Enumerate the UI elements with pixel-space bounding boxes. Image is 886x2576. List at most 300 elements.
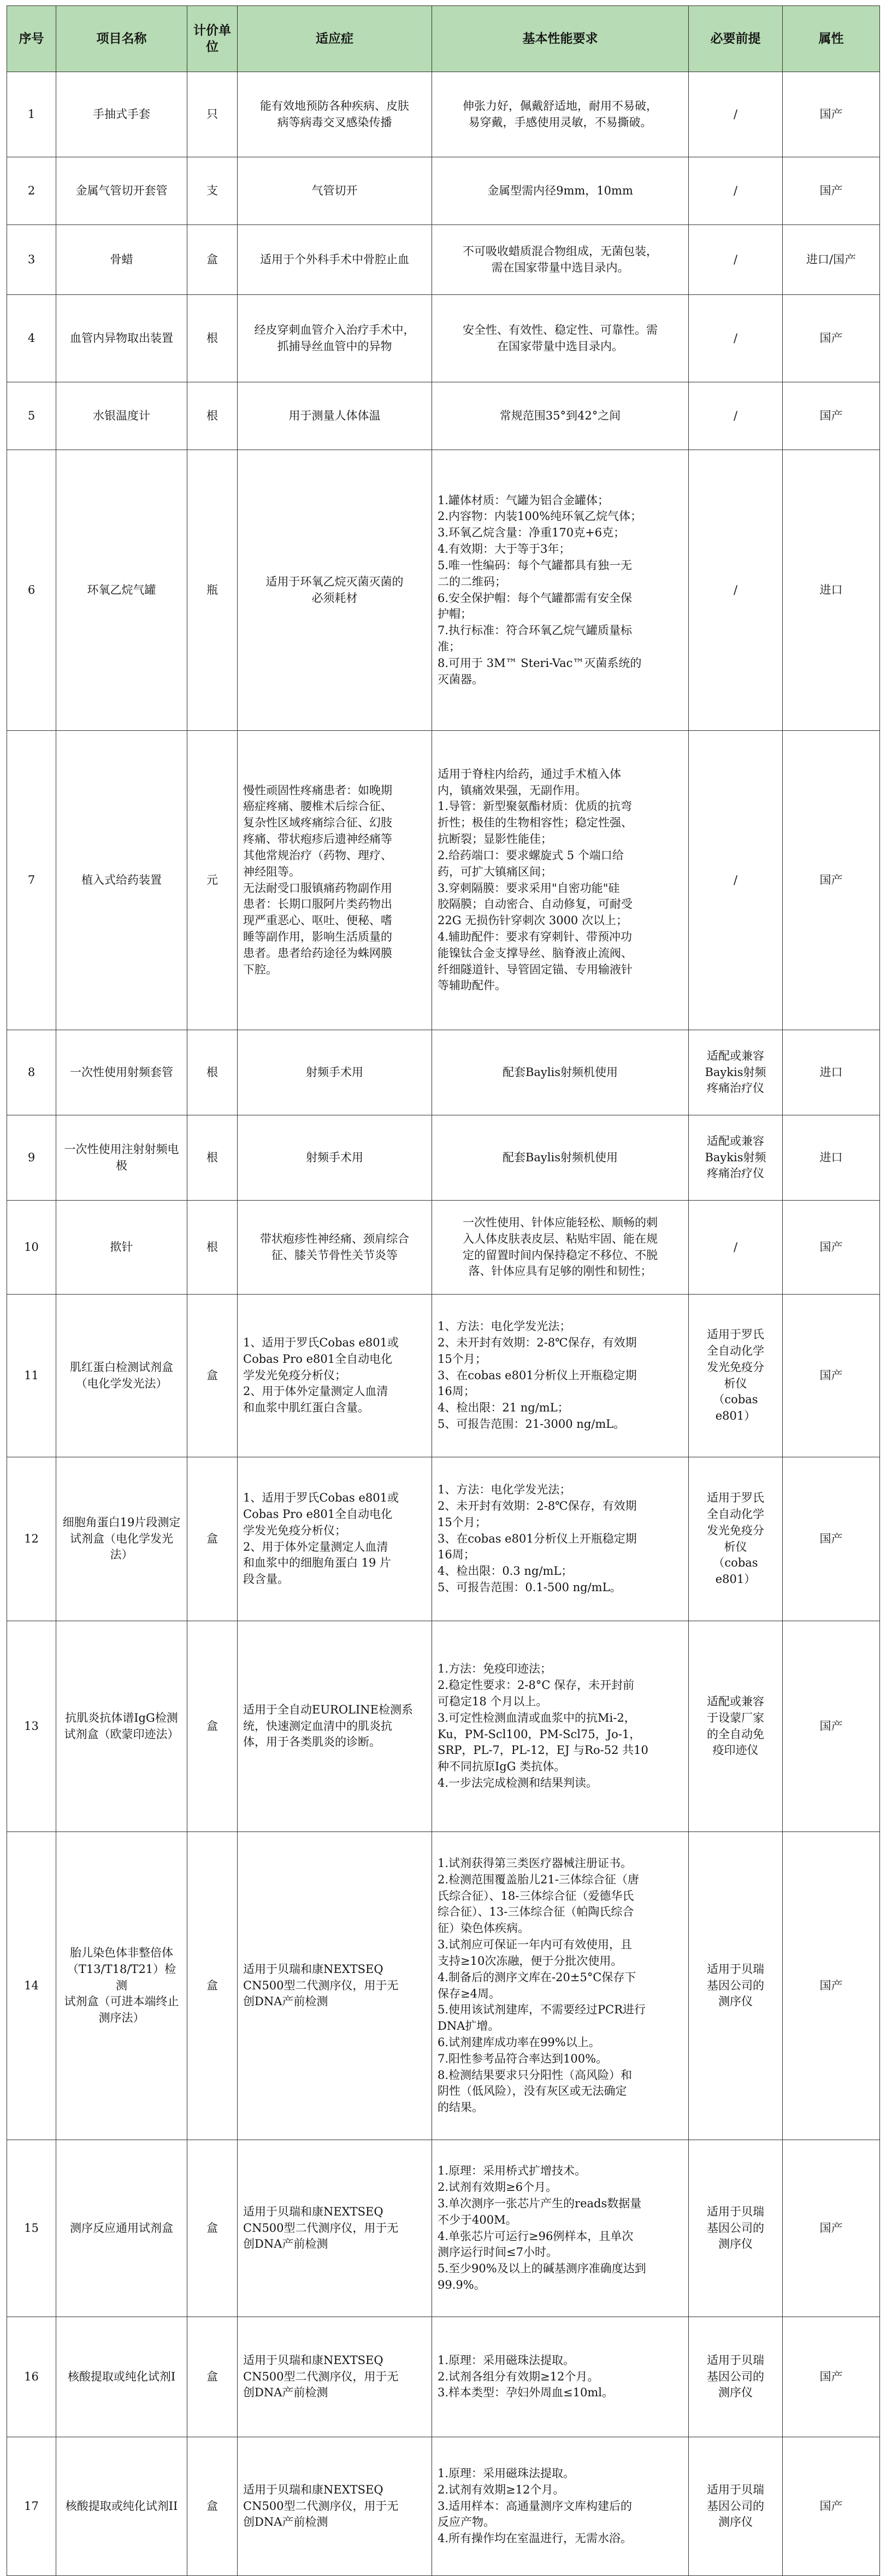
cell-indication-line: 1、适用于罗氏Cobas e801或: [243, 1491, 399, 1505]
cell-requirement-line: 1.原理：采用磁珠法提取。: [438, 2466, 575, 2480]
cell-requirement-line: 4.单张芯片可运行≥96例样本，且单次: [438, 2229, 634, 2243]
cell-requirement-line: 7.执行标准：符合环氧乙烷气罐质量标: [438, 624, 633, 637]
cell-unit: 根: [187, 295, 238, 382]
cell-premise-line: 适用于贝瑞: [707, 2353, 764, 2367]
cell-premise-line: 测序仪: [718, 2386, 753, 2400]
cell-requirement-line: 阴性（低风险），没有灰区或无法确定: [438, 2084, 627, 2098]
cell-premise: [689, 295, 783, 382]
cell-indication: [238, 450, 432, 731]
cell-requirement: [432, 72, 689, 157]
table-row: [7, 2437, 880, 2576]
cell-unit: 根: [187, 382, 238, 450]
cell-indication-line: 用于测量人体体温: [288, 409, 381, 422]
table-row: [7, 2140, 880, 2317]
cell-indication-line: 气管切开: [311, 184, 358, 197]
cell-attribute: 进口: [783, 1030, 880, 1115]
cell-name-line: 测序法）: [98, 2011, 145, 2025]
cell-requirement-line: 5.使用该试剂建库，不需要经过PCR进行: [438, 2003, 646, 2017]
table-row: [7, 1201, 880, 1295]
cell-indication: [238, 382, 432, 450]
cell-requirement-line: 准；: [438, 640, 460, 653]
cell-requirement-line: 4、检出限：21 ng/mL；: [438, 1401, 569, 1415]
cell-attribute: 国产: [783, 157, 880, 225]
cell-premise-line: （cobas: [713, 1556, 758, 1570]
cell-no: 7: [7, 731, 56, 1030]
cell-indication-line: 适用于贝瑞和康NEXTSEQ: [243, 2483, 383, 2496]
cell-requirement-line: 落、针体应具有足够的刚性和韧性；: [468, 1265, 652, 1278]
cell-indication-line: 能有效地预防各种疾病、皮肤: [260, 99, 409, 113]
cell-indication-line: 适用于环氧乙烷灭菌灭菌的: [265, 575, 404, 588]
cell-premise: [689, 1115, 783, 1201]
table-row: [7, 2317, 880, 2437]
cell-requirement-line: 4.一步法完成检测和结果判读。: [438, 1776, 598, 1789]
cell-name-line: 金属气管切开套管: [75, 184, 168, 197]
cell-premise: [689, 382, 783, 450]
cell-premise-line: 适用于贝瑞: [707, 1962, 764, 1976]
table-row: [7, 295, 880, 382]
cell-requirement-line: 胶隔膜；自动密合、自动修复，可耐受: [438, 897, 633, 911]
cell-name: [56, 1457, 187, 1621]
cell-indication-line: 统，快速测定血清中的肌炎抗: [243, 1719, 392, 1733]
cell-unit: 盒: [187, 1621, 238, 1832]
cell-indication-line: 适用于贝瑞和康NEXTSEQ: [243, 2205, 383, 2218]
cell-premise-line: 测序仪: [718, 2237, 753, 2251]
cell-attribute: 进口: [783, 1115, 880, 1201]
cell-name-line: 核酸提取或纯化试剂II: [65, 2499, 178, 2513]
cell-name: [56, 295, 187, 382]
cell-requirement: [432, 1295, 689, 1457]
cell-requirement-line: 1.原理：采用磁珠法提取。: [438, 2353, 575, 2367]
cell-premise-line: 于设蒙厂家: [707, 1711, 764, 1724]
cell-requirement: [432, 2437, 689, 2576]
cell-indication-line: 睡等副作用，影响生活质量的: [243, 930, 392, 943]
cell-indication-line: 2、用于体外定量测定人血清: [243, 1540, 388, 1553]
cell-premise: [689, 450, 783, 731]
cell-requirement-line: 2.给药端口：要求螺旋式 5 个端口给: [438, 848, 624, 862]
cell-no: 13: [7, 1621, 56, 1832]
cell-name: [56, 2317, 187, 2437]
cell-requirement-line: 在国家带量中选目录内。: [497, 339, 623, 353]
cell-name: [56, 2140, 187, 2317]
cell-premise-line: 的全自动免: [707, 1727, 764, 1741]
cell-indication-line: 必须耗材: [311, 591, 358, 605]
cell-name-line: （T13/T18/T21）检测: [67, 1962, 176, 1992]
cell-requirement-line: 15个月；: [438, 1352, 487, 1366]
cell-requirement-line: 22G 无损伤针穿刺次 3000 次以上；: [438, 914, 628, 927]
cell-unit: 只: [187, 72, 238, 157]
cell-name: [56, 1295, 187, 1457]
cell-premise-line: 析仪: [724, 1540, 747, 1553]
cell-attribute: 国产: [783, 1832, 880, 2140]
cell-indication-line: 慢性顽固性疼痛患者：如晚期: [243, 783, 392, 797]
cell-name: [56, 1030, 187, 1115]
cell-requirement-line: 一次性使用、针体应能轻松、顺畅的刺: [463, 1215, 658, 1229]
cell-requirement-line: 16周；: [438, 1385, 475, 1398]
cell-requirement-line: 3.穿刺隔膜：要求采用"自密功能"硅: [438, 881, 620, 895]
cell-no: 9: [7, 1115, 56, 1201]
cell-indication-line: 创DNA产前检测: [243, 2515, 328, 2529]
cell-requirement: [432, 1621, 689, 1832]
cell-requirement-line: 2.内容物：内装100%纯环氧乙烷气体；: [438, 510, 642, 523]
cell-requirement-line: 支持≥10次冻融，便于分批次使用。: [438, 1954, 623, 1968]
cell-premise-line: 全自动化学: [707, 1507, 764, 1521]
cell-requirement: [432, 1201, 689, 1295]
cell-indication-line: 无法耐受口服镇痛药物副作用: [243, 881, 392, 895]
cell-requirement-line: 等辅助配件。: [438, 979, 506, 992]
cell-requirement-line: 2.检测范围覆盖胎儿21-三体综合征（唐: [438, 1872, 639, 1886]
table-header-row: [7, 6, 880, 72]
cell-requirement: [432, 2317, 689, 2437]
table-row: [7, 731, 880, 1030]
cell-name: [56, 450, 187, 731]
cell-name: [56, 1621, 187, 1832]
cell-requirement-line: 的结果。: [438, 2101, 483, 2114]
cell-premise: [689, 72, 783, 157]
cell-indication: [238, 1030, 432, 1115]
cell-indication-line: 患者。患者给药途径为蛛网膜: [243, 946, 392, 960]
cell-indication-line: Cobas Pro e801全自动电化: [243, 1352, 393, 1366]
cell-unit: 支: [187, 157, 238, 225]
cell-requirement-line: 1.导管：新型聚氨酯材质：优质的抗弯: [438, 800, 633, 813]
table-row: [7, 225, 880, 295]
cell-premise-line: 基因公司的: [707, 1978, 764, 1992]
cell-requirement-line: 1.方法：免疫印迹法；: [438, 1662, 552, 1676]
cell-premise-line: 析仪: [724, 1376, 747, 1390]
cell-indication-line: 创DNA产前检测: [243, 2237, 328, 2251]
cell-requirement-line: 能镍钛合金支撑导丝、脑脊液止流阀、: [438, 946, 633, 960]
cell-name-line: 核酸提取或纯化试剂I: [67, 2370, 176, 2383]
cell-name-line: 水银温度计: [93, 409, 150, 422]
cell-requirement-line: 3.单次测序一张芯片产生的reads数据量: [438, 2196, 642, 2210]
cell-indication-line: 创DNA产前检测: [243, 2386, 328, 2400]
table-row: [7, 1832, 880, 2140]
cell-requirement-line: 安全性、有效性、稳定性、可靠性。需: [463, 323, 658, 336]
cell-requirement-line: 种不同抗原IgG 类抗体。: [438, 1760, 566, 1774]
cell-requirement-line: 2.稳定性要求：2-8°C 保存，未开封前: [438, 1679, 635, 1692]
cell-premise-line: e801）: [715, 1409, 756, 1423]
cell-requirement-line: 5、可报告范围：0.1-500 ng/mL。: [438, 1581, 622, 1594]
cell-requirement-line: 4、检出限：0.3 ng/mL；: [438, 1564, 573, 1578]
header-name: 项目名称: [56, 6, 187, 72]
cell-name-line: 植入式给药装置: [81, 873, 162, 887]
cell-indication: [238, 2317, 432, 2437]
cell-requirement-line: 3.适用样本：高通量测序文库构建后的: [438, 2499, 633, 2513]
cell-premise-line: 适用于贝瑞: [707, 2205, 764, 2218]
cell-requirement-line: 8.可用于 3M™ Steri-Vac™灭菌系统的: [438, 656, 642, 670]
cell-premise: [689, 1201, 783, 1295]
cell-requirement: [432, 157, 689, 225]
cell-requirement-line: 3、在cobas e801分析仪上开瓶稳定期: [438, 1532, 637, 1545]
cell-requirement-line: 3.样本类型：孕妇外周血≤10ml。: [438, 2386, 613, 2400]
cell-attribute: 国产: [783, 2140, 880, 2317]
cell-indication-line: 征、膝关节骨性关节炎等: [271, 1248, 398, 1262]
cell-requirement-line: 4.制备后的测序文库在-20±5°C保存下: [438, 1970, 636, 1984]
cell-premise-line: /: [733, 1240, 738, 1254]
cell-premise-line: 疼痛治疗仪: [707, 1082, 764, 1095]
cell-requirement-line: 反应产物。: [438, 2515, 495, 2529]
cell-premise-line: 适用于贝瑞: [707, 2483, 764, 2496]
cell-requirement-line: 综合征）、13-三体综合征（帕陶氏综合: [438, 1905, 634, 1919]
cell-attribute: 国产: [783, 295, 880, 382]
cell-name-line: 骨蜡: [110, 252, 133, 266]
cell-indication-line: 患者：长期口服阿片类药物出: [243, 897, 392, 911]
cell-premise-line: 全自动化学: [707, 1344, 764, 1357]
cell-premise-line: 适配或兼容: [707, 1134, 764, 1148]
cell-indication-line: 适用于个外科手术中骨腔止血: [260, 252, 409, 266]
cell-requirement-line: 常规范围35°到42°之间: [499, 409, 621, 422]
cell-no: 2: [7, 157, 56, 225]
cell-premise: [689, 1295, 783, 1457]
cell-premise-line: 基因公司的: [707, 2499, 764, 2513]
cell-no: 15: [7, 2140, 56, 2317]
cell-indication-line: CN500型二代测序仪，用于无: [243, 2499, 399, 2513]
cell-name-line: 试剂盒（可进本端终止: [64, 1995, 179, 2008]
cell-name-line: 胎儿染色体非整倍体: [70, 1946, 173, 1959]
table-row: [7, 1115, 880, 1201]
cell-requirement: [432, 225, 689, 295]
cell-requirement-line: 6.安全保护帽：每个气罐都需有安全保: [438, 591, 633, 605]
cell-indication: [238, 2437, 432, 2576]
cell-indication-line: 病等病毒交叉感染传播: [277, 115, 392, 129]
cell-name: [56, 731, 187, 1030]
cell-unit: 盒: [187, 1295, 238, 1457]
cell-requirement-line: 6.试剂建库成功率在99%以上。: [438, 2035, 600, 2049]
cell-indication-line: 神经阻等。: [243, 865, 300, 878]
cell-requirement-line: 测序运行时间≤7小时。: [438, 2246, 558, 2259]
header-no: 序号: [7, 6, 56, 72]
cell-requirement-line: 2.试剂各组分有效期≥12个月。: [438, 2370, 599, 2383]
cell-requirement-line: 3、在cobas e801分析仪上开瓶稳定期: [438, 1368, 637, 1382]
cell-premise-line: 发光免疫分: [707, 1360, 764, 1374]
cell-no: 3: [7, 225, 56, 295]
cell-premise: [689, 2437, 783, 2576]
cell-premise-line: /: [733, 583, 738, 596]
cell-premise-line: 基因公司的: [707, 2370, 764, 2383]
cell-requirement-line: 2.试剂有效期≥12个月。: [438, 2483, 565, 2496]
cell-name-line: （电化学发光法）: [75, 1376, 168, 1390]
cell-requirement-line: 折性；极佳的生物相容性；稳定性强、: [438, 816, 633, 830]
cell-indication-line: 体，用于各类肌炎的诊断。: [243, 1735, 381, 1749]
cell-indication-line: 适用于全自动EUROLINE检测系: [243, 1703, 414, 1716]
cell-premise-line: 适配或兼容: [707, 1694, 764, 1708]
cell-indication-line: 经皮穿刺血管介入治疗手术中，: [254, 323, 415, 336]
cell-premise-line: 基因公司的: [707, 2221, 764, 2235]
cell-indication: [238, 1621, 432, 1832]
cell-indication-line: 学发光免疫分析仪；: [243, 1368, 346, 1382]
cell-premise-line: 测序仪: [718, 2515, 753, 2529]
cell-requirement-line: 金属型需内径9mm，10mm: [487, 184, 633, 197]
cell-indication-line: 2、用于体外定量测定人血清: [243, 1385, 388, 1398]
cell-requirement-line: 配套Baylis射频机使用: [502, 1065, 618, 1079]
cell-indication-line: 适用于贝瑞和康NEXTSEQ: [243, 2353, 383, 2367]
cell-unit: 根: [187, 1115, 238, 1201]
cell-unit: 根: [187, 1201, 238, 1295]
cell-premise-line: /: [733, 184, 738, 197]
cell-indication-line: 段含量。: [243, 1573, 289, 1586]
table-row: [7, 72, 880, 157]
cell-indication-line: 和血浆中的细胞角蛋白 19 片: [243, 1556, 392, 1570]
cell-indication: [238, 1832, 432, 2140]
cell-name-line: 试剂盒（电化学发光: [70, 1532, 173, 1545]
cell-name-line: 法）: [110, 1548, 133, 1562]
cell-unit: 盒: [187, 225, 238, 295]
cell-requirement-line: Ku，PM-Scl100，PM-Scl75，Jo-1，: [438, 1727, 641, 1741]
cell-indication-line: 带状疱疹性神经痛、颈肩综合: [260, 1232, 409, 1245]
cell-indication-line: 其他常规治疗（药物、理疗、: [243, 848, 392, 862]
cell-requirement-line: 适用于脊柱内给药，通过手术植入体: [438, 767, 621, 781]
header-indication: 适应症: [238, 6, 432, 72]
cell-requirement-line: 灭菌器。: [438, 672, 483, 686]
cell-indication-line: 下腔。: [243, 962, 277, 976]
cell-requirement-line: 2、未开封有效期：2-8℃保存，有效期: [438, 1336, 637, 1349]
cell-premise-line: 发光免疫分: [707, 1523, 764, 1537]
cell-requirement-line: 8.检测结果要求只分阳性（高风险）和: [438, 2068, 633, 2082]
cell-requirement-line: 药，可扩大镇痛区间；: [438, 865, 552, 878]
cell-unit: 盒: [187, 2140, 238, 2317]
table-row: [7, 157, 880, 225]
cell-no: 11: [7, 1295, 56, 1457]
cell-requirement: [432, 731, 689, 1030]
cell-requirement: [432, 2140, 689, 2317]
cell-requirement-line: 氏综合征）、18-三体综合征（爱德华氏: [438, 1889, 634, 1903]
cell-requirement-line: 护帽；: [438, 607, 472, 621]
cell-requirement-line: 15个月；: [438, 1515, 487, 1529]
cell-indication-line: 癌症疼痛、腰椎术后综合征、: [243, 800, 392, 813]
spec-table: [7, 5, 880, 2576]
cell-indication-line: CN500型二代测序仪，用于无: [243, 1978, 399, 1992]
cell-name-line: 细胞角蛋白19片段测定: [62, 1515, 181, 1529]
cell-name-line: 一次性使用射频套管: [70, 1065, 173, 1079]
cell-indication: [238, 225, 432, 295]
cell-name-line: 血管内异物取出装置: [70, 331, 173, 345]
cell-premise: [689, 1832, 783, 2140]
cell-requirement-line: DNA扩增。: [438, 2019, 500, 2033]
cell-attribute: 国产: [783, 1295, 880, 1457]
cell-premise-line: 适配或兼容: [707, 1049, 764, 1062]
cell-requirement-line: 2.试剂有效期≥6个月。: [438, 2181, 557, 2194]
cell-requirement-line: SRP，PL-7，PL-12，EJ 与Ro-52 共10: [438, 1744, 648, 1757]
cell-premise: [689, 157, 783, 225]
cell-indication-line: 1、适用于罗氏Cobas e801或: [243, 1336, 399, 1349]
header-attribute: 属性: [783, 6, 880, 72]
cell-requirement-line: 二的二维码；: [438, 575, 506, 588]
cell-attribute: 进口: [783, 450, 880, 731]
cell-indication-line: 和血浆中肌红蛋白含量。: [243, 1401, 369, 1415]
cell-premise-line: /: [733, 252, 738, 266]
table-row: [7, 1621, 880, 1832]
cell-premise: [689, 1030, 783, 1115]
table-row: [7, 450, 880, 731]
cell-requirement-line: 不少于400M。: [438, 2213, 517, 2226]
cell-name-line: 测序反应通用试剂盒: [70, 2221, 173, 2235]
cell-requirement-line: 5.唯一性编码：每个气罐都具有独一无: [438, 558, 633, 572]
cell-indication-line: 射频手术用: [306, 1065, 363, 1079]
cell-requirement-line: 可稳定18 个月以上。: [438, 1694, 548, 1708]
cell-requirement: [432, 1832, 689, 2140]
cell-unit: 盒: [187, 1832, 238, 2140]
cell-indication-line: Cobas Pro e801全自动电化: [243, 1507, 393, 1521]
cell-indication-line: 复杂性区域疼痛综合征、幻肢: [243, 816, 392, 830]
cell-name-line: 手抽式手套: [93, 107, 150, 121]
cell-indication: [238, 1201, 432, 1295]
cell-requirement-line: 3.试剂应可保证一年内可有效使用，且: [438, 1938, 633, 1952]
cell-no: 8: [7, 1030, 56, 1115]
cell-requirement-line: 1、方法：电化学发光法；: [438, 1483, 571, 1497]
cell-premise-line: /: [733, 409, 738, 422]
cell-name-line: 肌红蛋白检测试剂盒: [70, 1360, 173, 1374]
cell-name-line: 环氧乙烷气罐: [87, 583, 156, 596]
cell-name: [56, 157, 187, 225]
cell-indication-line: CN500型二代测序仪，用于无: [243, 2370, 399, 2383]
cell-no: 14: [7, 1832, 56, 2140]
cell-no: 16: [7, 2317, 56, 2437]
cell-requirement-line: 抗断裂；显影性能佳；: [438, 832, 552, 846]
cell-unit: 瓶: [187, 450, 238, 731]
cell-requirement-line: 保存≥4周。: [438, 1987, 500, 2000]
cell-attribute: 国产: [783, 2437, 880, 2576]
cell-requirement-line: 不可吸收蜡质混合物组成，无菌包装，: [463, 244, 658, 258]
header-unit: 计价单位: [187, 6, 238, 72]
cell-unit: 盒: [187, 1457, 238, 1621]
cell-requirement-line: 5、可报告范围：21-3000 ng/mL。: [438, 1417, 625, 1431]
cell-unit: 盒: [187, 2437, 238, 2576]
cell-name: [56, 225, 187, 295]
cell-name-line: 极: [116, 1159, 127, 1172]
cell-requirement-line: 4.有效期：大于等于3年；: [438, 542, 571, 556]
cell-premise-line: 疫印迹仪: [712, 1744, 759, 1757]
cell-name-line: 一次性使用注射射频电: [64, 1142, 179, 1156]
cell-premise-line: 疼痛治疗仪: [707, 1167, 764, 1180]
cell-no: 12: [7, 1457, 56, 1621]
cell-indication: [238, 157, 432, 225]
cell-requirement-line: 16周；: [438, 1548, 475, 1562]
cell-indication: [238, 295, 432, 382]
cell-indication-line: 疼痛、带状疱疹后遗神经痛等: [243, 832, 392, 846]
cell-premise: [689, 1621, 783, 1832]
cell-premise-line: Baykis射频: [705, 1150, 766, 1164]
table-row: [7, 1295, 880, 1457]
cell-premise-line: 适用于罗氏: [707, 1328, 764, 1342]
cell-premise-line: 测序仪: [718, 1995, 753, 2008]
cell-premise: [689, 2140, 783, 2317]
cell-no: 5: [7, 382, 56, 450]
cell-requirement: [432, 450, 689, 731]
cell-requirement-line: 定的留置时间内保持稳定不移位、不脱: [463, 1248, 658, 1262]
cell-name: [56, 1115, 187, 1201]
cell-requirement-line: 3.可定性检测血清或血浆中的抗Mi-2，: [438, 1711, 636, 1724]
table-row: [7, 1030, 880, 1115]
cell-requirement-line: 5.至少90%及以上的碱基测序准确度达到: [438, 2262, 646, 2276]
cell-indication: [238, 2140, 432, 2317]
cell-requirement: [432, 295, 689, 382]
header-requirement: 基本性能要求: [432, 6, 689, 72]
cell-premise-line: e801）: [715, 1573, 756, 1586]
cell-name: [56, 2437, 187, 2576]
cell-no: 6: [7, 450, 56, 731]
cell-indication: [238, 72, 432, 157]
cell-attribute: 国产: [783, 72, 880, 157]
cell-requirement-line: 纤细隧道针、导管固定锚、专用输液针: [438, 962, 633, 976]
table-body: [7, 72, 880, 2576]
cell-no: 4: [7, 295, 56, 382]
cell-name: [56, 72, 187, 157]
cell-requirement-line: 需在国家带量中选目录内。: [491, 261, 629, 274]
cell-requirement-line: 入人体皮肤表皮层、粘贴牢固、能在规: [463, 1232, 658, 1245]
cell-name-line: 抗肌炎抗体谱IgG检测: [65, 1711, 178, 1724]
cell-requirement-line: 1、方法：电化学发光法；: [438, 1320, 571, 1333]
cell-indication-line: 射频手术用: [306, 1150, 363, 1164]
cell-attribute: 进口/国产: [783, 225, 880, 295]
